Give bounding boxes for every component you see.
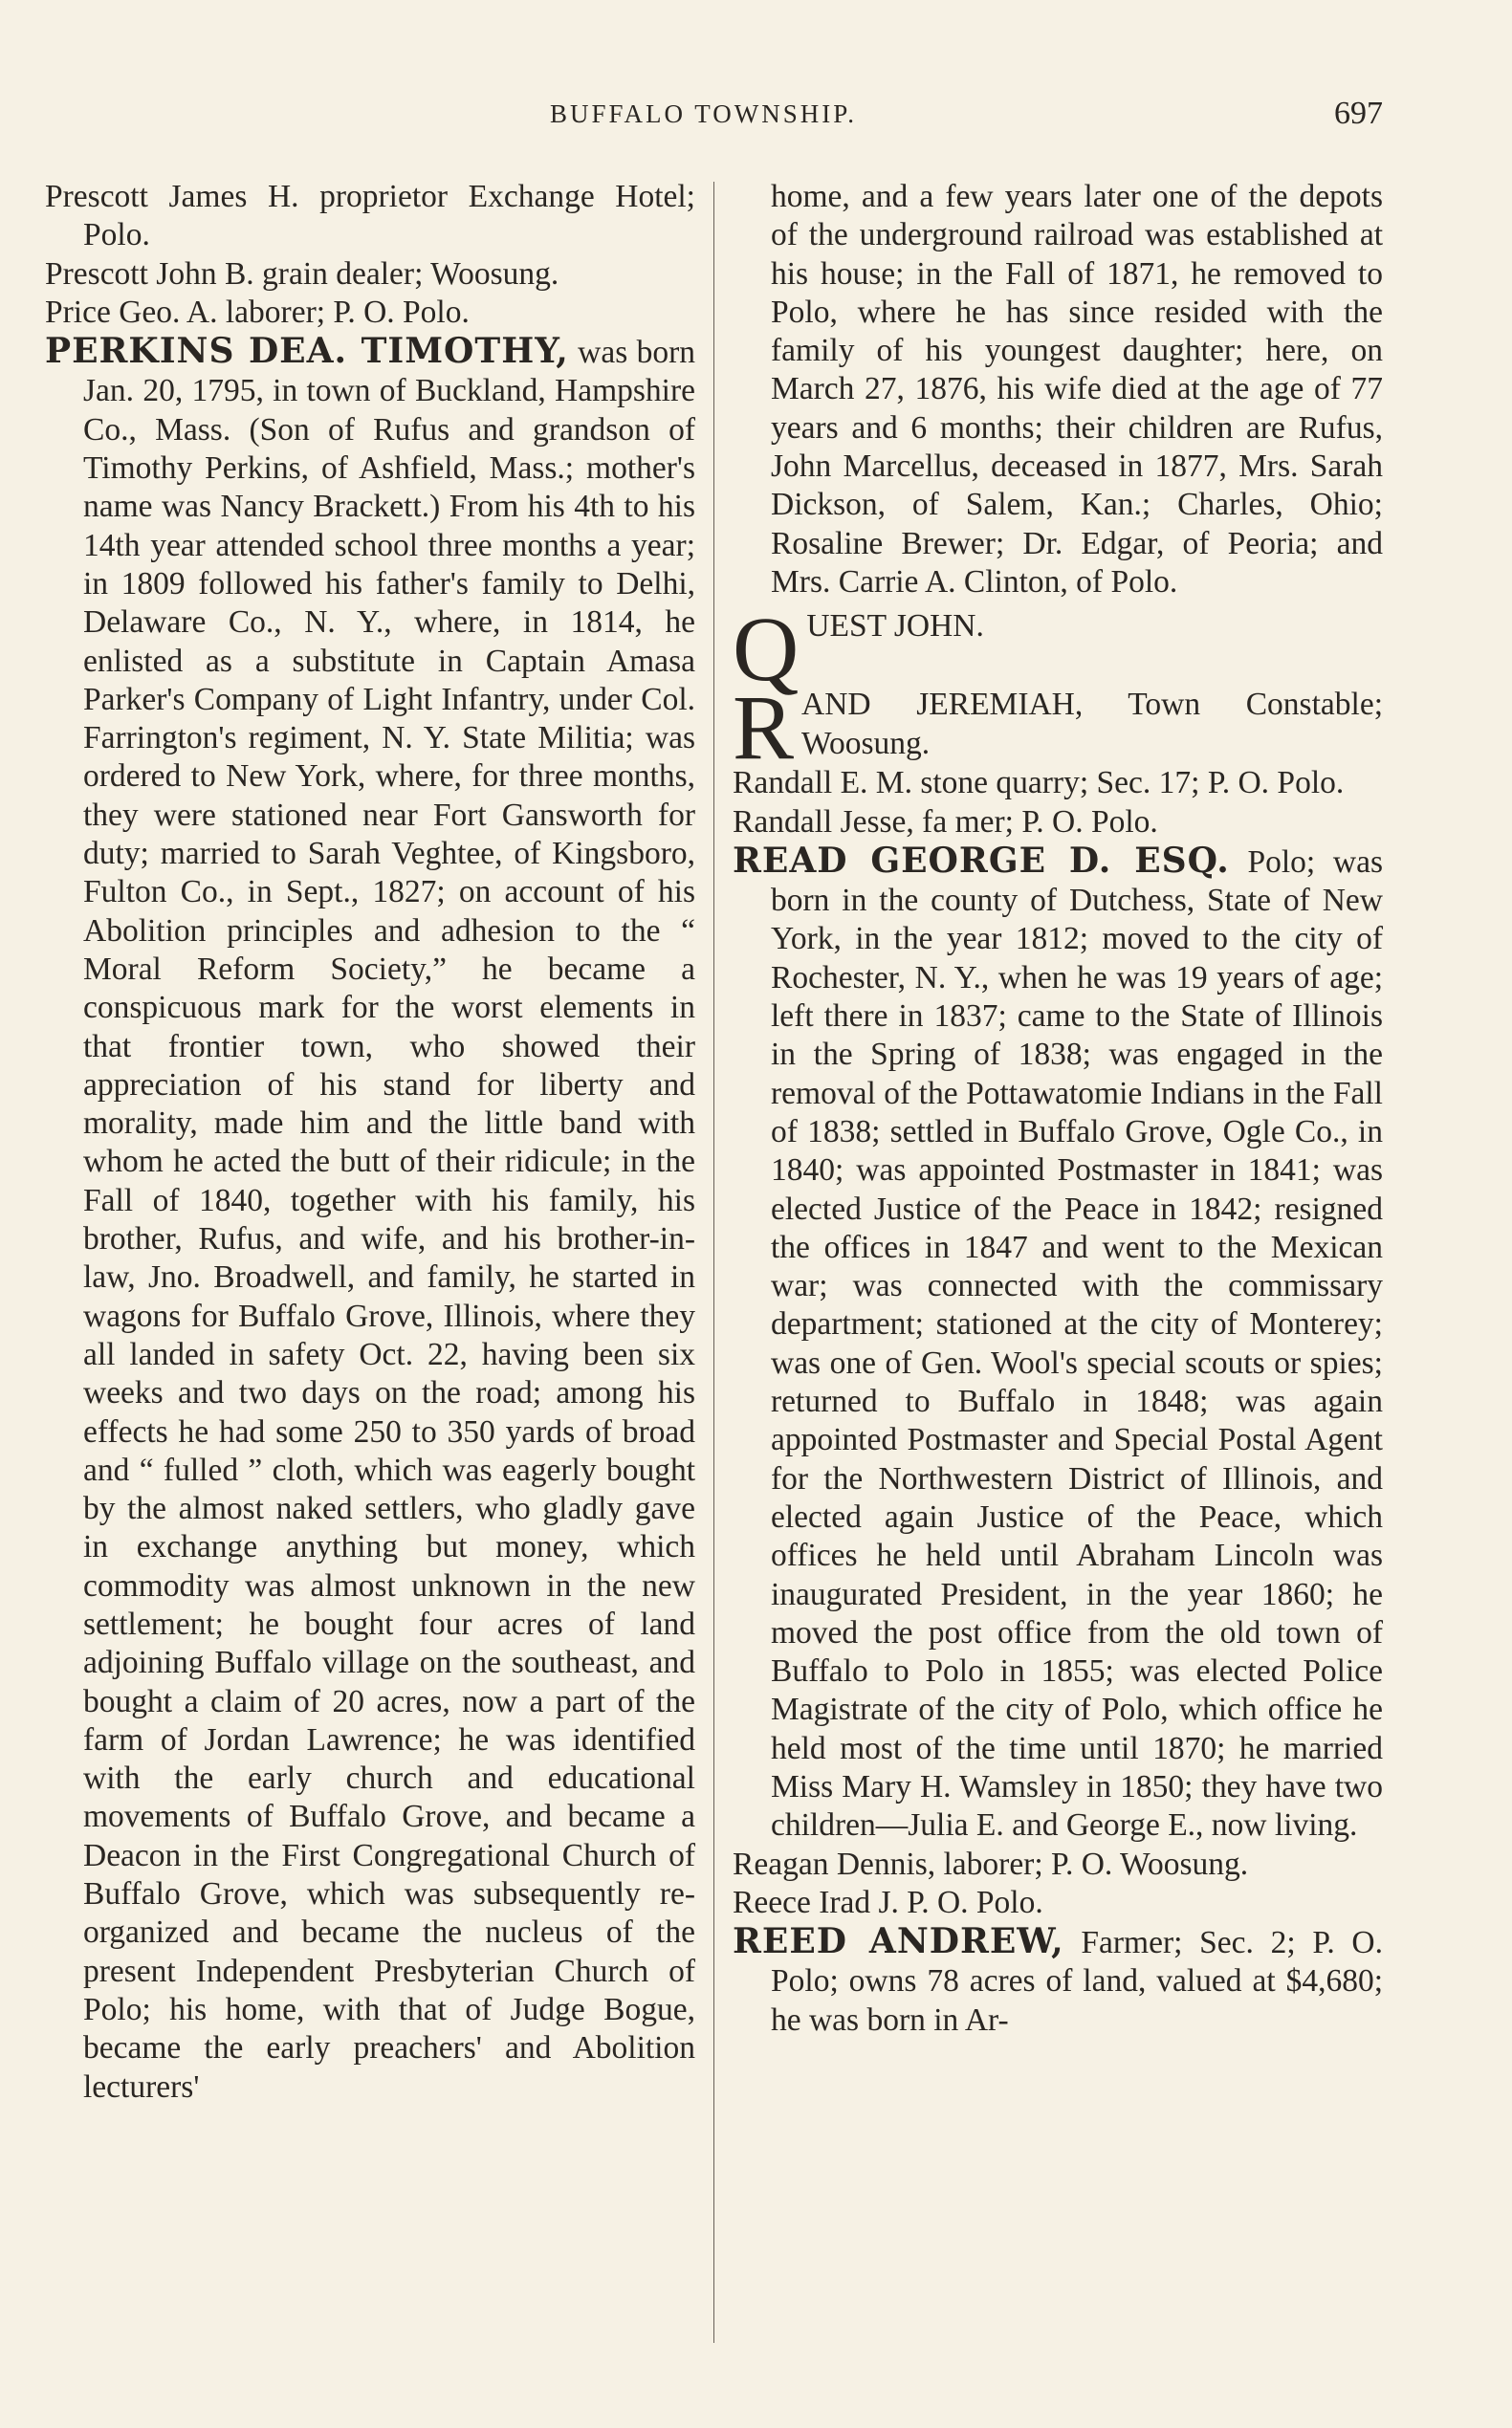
entry-text-rand: AND JEREMIAH, Town Constable; Woosung. bbox=[801, 687, 1383, 761]
page-number: 697 bbox=[1334, 96, 1383, 131]
entry-reece: Reece Irad J. P. O. Polo. bbox=[733, 1884, 1043, 1920]
entry-perkins-continued: home, and a few years later one of the depots of the underground railroad was established at his house; in the Fall of 1871, he removed to Polo, where he has since resided with the family of his youngest daughter; here, on March 27, 1876, his wife died at the age of 77 years and 6 months; their children are Rufus, John Marcellus, deceased in 1877, Mrs. Sarah Dickson, of Salem, Kan.; Charles, Ohio; Rosaline Brewer; Dr. Edgar, of Peoria; and Mrs. Carrie A. Clinton, of Polo. bbox=[771, 179, 1383, 600]
entry-name-perkins: PERKINS DEA. TIMOTHY, bbox=[45, 331, 569, 372]
entry-text-perkins: was born Jan. 20, 1795, in town of Buckland, Hampshire Co., Mass. (Son of Rufus and grandson of Timothy Perkins, of Ashfield, Mass.; mother's name was Nancy Brackett.) From his 4th to his 14th year attended school three months a year; in 1809 followed his father's family to Delhi, Delaware Co., N. Y., where, in 1814, he enlisted as a substitute in Captain Amasa Parker's Company of Light Infantry, under Col. Farrington's regiment, N. Y. State Militia; was ordered to New York, where, for three months, they were stationed near Fort Gansworth for duty; married to Sarah Veghtee, of Kingsboro, Fulton Co., in Sept., 1827; on account of his Abolition principles and adhesion to the “ Moral Reform Society,” he became a conspicuous mark for the worst elements in that frontier town, who showed their appreciation of his stand for liberty and morality, made him and the little band with whom he acted the butt of their ridicule; in the Fall of 1840, together with his family, his brother, Rufus, and wife, and his brother-in-law, Jno. Broadwell, and family, he started in wagons for Buffalo Grove, Illinois, where they all landed in safety Oct. 22, having been six weeks and two days on the road; among his effects he had some 250 to 350 yards of broad and “ fulled ” cloth, which was eagerly bought by the almost naked settlers, who gladly gave in exchange anything but money, which commodity was almost unknown in the new settlement; he bought four acres of land adjoining Buffalo village on the southeast, and bought a claim of 20 acres, now a part of the farm of Jordan Lawrence; he was identified with the early church and educational movements of Buffalo Grove, and became a Deacon in the First Congregational Church of Buffalo Grove, which was subsequently re-organized and became the nucleus of the present Independent Presbyterian Church of Polo; his home, with that of Judge Bogue, became the early preachers' and Abolition lecturers' bbox=[83, 335, 695, 2105]
entry-rand bbox=[733, 676, 1383, 779]
left-column bbox=[45, 178, 695, 2107]
drop-cap-r: R bbox=[733, 676, 795, 779]
entry-randall-em: Randall E. M. stone quarry; Sec. 17; P. O. Polo. bbox=[733, 765, 1345, 801]
entry-price-geo: Price Geo. A. laborer; P. O. Polo. bbox=[45, 294, 470, 330]
entry-randall-jesse: Randall Jesse, fa mer; P. O. Polo. bbox=[733, 803, 1158, 840]
entry-text-quest: UEST JOHN. bbox=[806, 608, 984, 645]
entry-read bbox=[733, 842, 1383, 1846]
entry-quest bbox=[733, 598, 1383, 701]
entry-reed bbox=[733, 1922, 1383, 2040]
entry-prescott-james: Prescott James H. proprietor Exchange Hotel; Polo. bbox=[45, 179, 695, 253]
entry-name-reed: REED ANDREW, bbox=[733, 1921, 1064, 1962]
drop-cap-q: Q bbox=[733, 598, 800, 701]
right-column bbox=[733, 178, 1383, 2040]
entry-text-read: Polo; was born in the county of Dutchess, State of New York, in the year 1812; moved to the city of Rochester, N. Y., when he was 19 years of age; left there in 1837; came to the State of Illinois in the Spring of 1838; was engaged in the removal of the Pottawatomie Indians in the Fall of 1838; settled in Buffalo Grove, Ogle Co., in 1840; was appointed Postmaster in 1841; was elected Justice of the Peace in 1842; resigned the offices in 1847 and went to the Mexican war; was connected with the commissary department; stationed at the city of Monterey; was one of Gen. Wool's special scouts or spies; returned to Buffalo in 1848; was again appointed Postmaster and Special Postal Agent for the Northwestern District of Illinois, and elected again Justice of the Peace, which offices he held until Abraham Lincoln was inaugurated President, in the year 1860; he moved the post office from the old town of Buffalo to Polo in 1855; was elected Police Magistrate of the city of Polo, which office he held most of the time until 1870; he married Miss Mary H. Wamsley in 1850; they have two children—Julia E. and George E., now living. bbox=[771, 843, 1383, 1844]
entry-prescott-john: Prescott John B. grain dealer; Woosung. bbox=[45, 255, 559, 292]
entry-name-read: READ GEORGE D. ESQ. bbox=[733, 840, 1230, 881]
entry-reagan: Reagan Dennis, laborer; P. O. Woosung. bbox=[733, 1846, 1249, 1882]
page-title: BUFFALO TOWNSHIP. bbox=[550, 99, 858, 128]
entry-text-reed: Farmer; Sec. 2; P. O. Polo; owns 78 acres of land, valued at $4,680; he was born in Ar- bbox=[771, 1925, 1383, 2038]
column-divider bbox=[713, 182, 714, 2343]
running-header bbox=[0, 96, 1512, 138]
entry-perkins bbox=[45, 332, 695, 2107]
